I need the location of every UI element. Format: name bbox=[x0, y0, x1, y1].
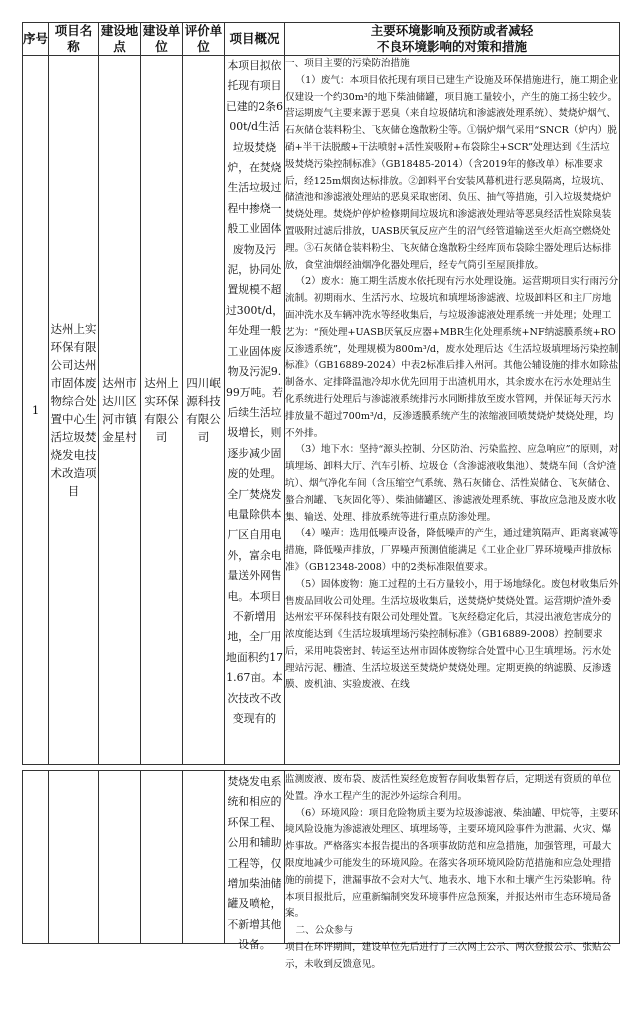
impacts-noise: （4）噪声：选用低噪声设备，降低噪声的产生，通过建筑隔声、距离衰减等措施，降低噪声排放，厂界噪声预测值能满足《工业企业厂界环境噪声排放标准》（GB12348-2008）中的2类标准限值要求。 bbox=[285, 528, 619, 573]
cell-construction-unit: 达州上实环保有限公司 bbox=[141, 56, 183, 765]
overview-text-continued: 焚烧发电系统和相应的环保工程、公用和辅助工程等，仅增加柴油储罐及喷枪，不新增其他设备。 bbox=[227, 775, 282, 952]
cell-project-overview-continued bbox=[225, 771, 285, 952]
impacts-risk: （6）环境风险：项目危险物质主要为垃圾渗滤液、柴油罐、甲烷等，主要环境风险设施为渗滤液处理区、填埋场等，主要环境风险事件为泄漏、火灾、爆炸事故。严格落实本报告提出的各项事故防范和应急措施，加强管理，可最大限度地减少可能发生的环境风险。在落实各项环境风险防范措施和应急处理措施的前提下，泄漏事故不会对大气、地表水、地下水和土壤产生污染影响。待本项目报批后，应重新编制突发环境事件应急预案，并报达州市生态环境局备案。 bbox=[285, 807, 619, 920]
header-location: 建设地点 bbox=[99, 23, 141, 56]
cell-assessment-unit-continued bbox=[183, 771, 225, 944]
cell-seq: 1 bbox=[23, 56, 49, 765]
cell-project-name: 达州上实环保有限公司达州市固体废物综合处置中心生活垃圾焚烧发电技术改造项目 bbox=[49, 56, 99, 765]
header-impacts-line2: 不良环境影响的对策和措施 bbox=[376, 39, 527, 54]
overview-text: 本项目拟依托现有项目已建的2条600t/d生活垃圾焚烧炉，在焚烧生活垃圾过程中掺烧一般工业固体废物及污泥，协同处置规模不超过300t/d，年处理一般工业固体废物及污泥9.99万吨。若后续生活垃圾增长，则逐步减少固废的处理。全厂焚烧发电量除供本厂区自用电外，富余电量送外网售电。本项目不新增用地，全厂用地面积约171.67亩。本次技改不改变现有的 bbox=[225, 59, 284, 725]
header-construction-unit: 建设单位 bbox=[141, 23, 183, 56]
cell-impacts bbox=[285, 56, 620, 765]
impacts-solid-waste-continued: 监测废液、废布袋、废活性炭经危废暂存间收集暂存后，定期送有资质的单位处置。净水工程产生的泥沙外运综合利用。 bbox=[285, 774, 612, 802]
cell-assessment-unit: 四川岷源科技有限公司 bbox=[183, 56, 225, 765]
cell-seq-continued bbox=[23, 771, 49, 944]
impacts-groundwater: （3）地下水：坚持“源头控制、分区防治、污染监控、应急响应”的原则，对填埋场、卸料大厅、汽车引桥、垃圾仓（含渗滤液收集池）、焚烧车间（含炉渣坑）、烟气净化车间（含压缩空气系统、熟石灰储仓、活性炭储仓、飞灰储仓、螯合剂罐、飞灰固化等）、柴油储罐区、渗滤液处理系统、事故应急池及废水收集、输送、处理、排放系统等进行重点防渗处理。 bbox=[285, 444, 619, 523]
impacts-solid-waste: （5）固体废物：施工过程的土石方量较小，用于场地绿化。废包材收集后外售废品回收公司处理。生活垃圾收集后，送焚烧炉焚烧处置。运营期炉渣外委达州宏平环保科技有限公司处理处置。飞灰经稳定化后，其浸出液危害成分的浓度能达到《生活垃圾填埋场污染控制标准》（GB16889-2008）控制要求后，采用吨袋密封、转运至达州市固体废物综合处置中心卫生填埋场。污水处理站污泥、栅渣、生活垃圾送至焚烧炉焚烧处理。定期更换的纳滤膜、反渗透膜、废机油、实验废液、在线 bbox=[285, 578, 619, 691]
table-row bbox=[23, 771, 620, 944]
header-project-name: 项目名称 bbox=[49, 23, 99, 56]
cell-construction-unit-continued bbox=[141, 771, 183, 944]
public-participation-heading: 二、公众参与 bbox=[295, 925, 354, 937]
impacts-text bbox=[285, 56, 619, 764]
header-seq: 序号 bbox=[23, 23, 49, 56]
impacts-text-continued bbox=[285, 772, 619, 970]
public-participation-text: 项目在环评期间，建设单位先后进行了三次网上公示、两次登报公示、张贴公示，未收到反馈意见。 bbox=[285, 941, 612, 970]
cell-impacts-continued bbox=[285, 771, 620, 970]
header-project-overview: 项目概况 bbox=[225, 23, 285, 56]
header-impacts-line1: 主要环境影响及预防或者减轻 bbox=[370, 23, 534, 38]
table-row bbox=[23, 56, 620, 765]
project-table-continued bbox=[22, 770, 620, 970]
project-table bbox=[22, 22, 620, 765]
header-assessment-unit: 评价单位 bbox=[183, 23, 225, 56]
cell-location-continued bbox=[99, 771, 141, 944]
impacts-heading: 一、项目主要的污染防治措施 bbox=[285, 58, 410, 69]
cell-project-name-continued bbox=[49, 771, 99, 944]
impacts-water: （2）废水：施工期生活废水依托现有污水处理设施。运营期项目实行雨污分流制。初期雨水、生活污水、垃圾坑和填埋场渗滤液、垃圾卸料区和主厂房地面冲洗水及车辆冲洗水等经收集后，与垃圾渗滤液处理系统一并处理；处理工艺为：“预处理+UASB厌氧反应器+MBR生化处理系统+NF纳滤膜系统+RO反渗透系统”，处理规模为800m³/d，废水处理后达《生活垃圾填埋场污染控制标准》（GB16889-2024）中表2标准后排入州河。其他公辅设施的排水如除盐制备水、定排降温池冷却水优先回用于出渣机用水，其余废水在污水处理站生化系统进行处理后与渗滤液系统排污水同断排放至废水管网，并保证每天污水排放量不超过700m³/d，反渗透膜系统产生的浓缩液回喷焚烧炉焚烧处理，均不外排。 bbox=[285, 276, 619, 439]
header-impacts bbox=[285, 23, 620, 56]
table-header-row bbox=[23, 23, 620, 56]
cell-project-overview bbox=[225, 56, 285, 765]
cell-location: 达州市达川区河市镇金星村 bbox=[99, 56, 141, 765]
impacts-air: （1）废气：本项目依托现有项目已建生产设施及环保措施进行，施工期企业仅建设一个约30m³的地下柴油储罐，项目施工量较小，产生的施工扬尘较少。营运期废气主要来源于恶臭（来自垃圾储坑和渗滤液处理系统）、焚烧炉烟气、石灰储仓装料粉尘、飞灰储仓逸散粉尘等。①锅炉烟气采用“SNCR（炉内）脱硝+半干法脱酸+干法喷射+活性炭吸附+布袋除尘+SCR”处理达到《生活垃圾焚烧污染控制标准》（GB18485-2014）（含2019年的修改单）标准要求后，经125m烟囱达标排放。②卸料平台安装风幕机进行恶臭隔离，垃圾坑、储渣池和渗滤液处理站的恶臭采取密闭、负压、抽气等措施，引入垃圾焚烧炉焚烧处理。焚烧炉停炉检修期间垃圾坑和渗滤液处理站等恶臭经活性炭除臭装置吸附过滤后排放，UASB厌氧反应产生的沼气经管道输送至火炬高空燃烧处理。③石灰储仓装料粉尘、飞灰储仓逸散粉尘经库顶布袋除尘器处理后达标排放，食堂油烟经油烟净化器处理后，经专气筒引至屋顶排放。 bbox=[285, 74, 619, 271]
